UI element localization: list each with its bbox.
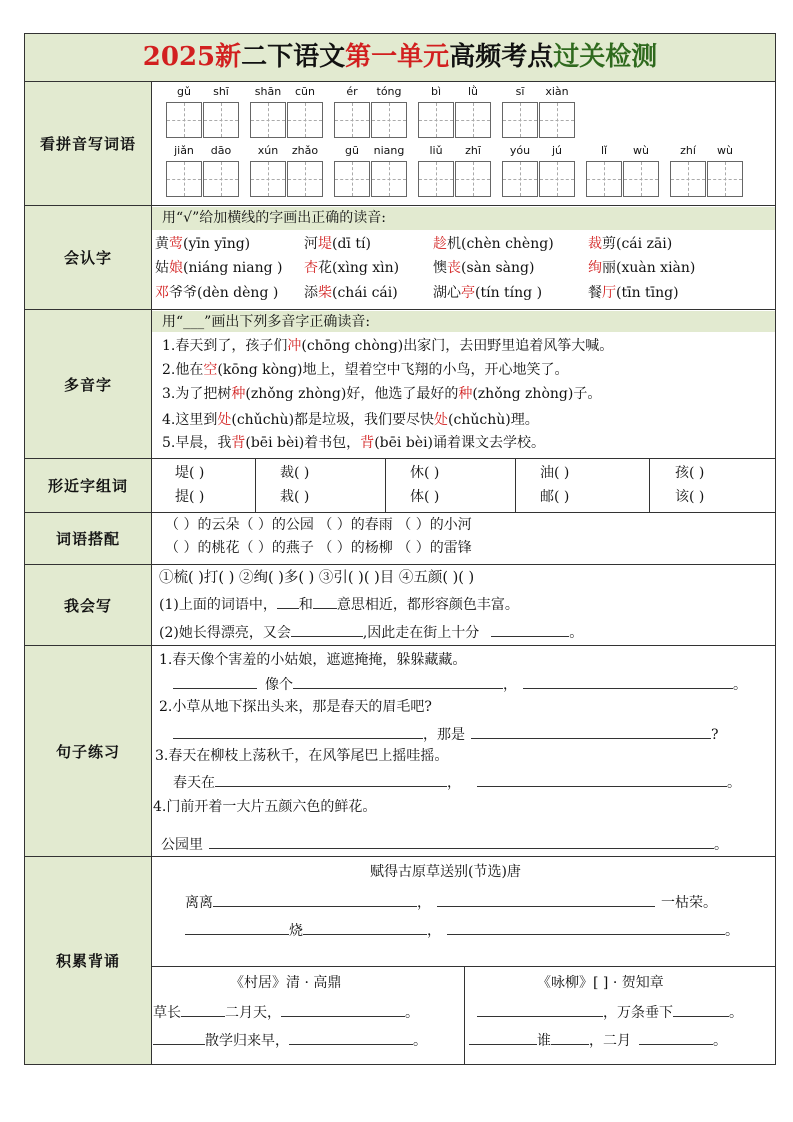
recognize-item: 餐厅(tīn tīng) <box>588 285 679 301</box>
similar-char-item: 休( ) <box>410 465 440 481</box>
sentence-a2: ，那是 ? <box>173 724 719 744</box>
writing-grid[interactable] <box>418 102 454 138</box>
write-line-3: (2)她长得漂亮，又会 ,因此走在街上十分 。 <box>159 622 583 642</box>
pinyin-syllable: zhǎo <box>291 144 319 157</box>
label-recognize: 会认字 <box>25 206 151 309</box>
writing-grid[interactable] <box>166 102 202 138</box>
poem-2-line-2: 散学归来早， 。 <box>153 1030 427 1050</box>
answer-blank[interactable] <box>281 1002 405 1017</box>
answer-blank[interactable] <box>173 674 257 689</box>
writing-grid[interactable] <box>623 161 659 197</box>
polyphone-line-1: 1.春天到了，孩子们冲(chōng chòng)出家门，去田野里追着风筝大喊。 <box>162 338 614 354</box>
pinyin-syllable: zhí <box>680 144 696 157</box>
poem-1-line-1: 离离 ， 一枯荣。 <box>185 892 717 912</box>
similar-char-item: 栽( ) <box>280 489 310 505</box>
collocation-row-1: （ ）的云朵（ ）的公园 （ ）的春雨 （ ）的小河 <box>165 517 472 533</box>
title-points: 高频考点 <box>449 42 554 72</box>
writing-grid[interactable] <box>334 161 370 197</box>
answer-blank[interactable] <box>291 622 363 637</box>
cell-divider <box>649 459 650 512</box>
writing-grid[interactable] <box>250 161 286 197</box>
label-collocation: 词语搭配 <box>25 513 151 564</box>
pinyin-syllable: lǜ <box>467 85 479 98</box>
polyphone-line-4: 4.这里到处(chǔchù)都是垃圾，我们要尽快处(chǔchù)理。 <box>162 412 539 428</box>
label-pinyin-words: 看拼音写词语 <box>25 82 151 205</box>
answer-blank[interactable] <box>173 724 423 739</box>
pinyin-syllable: xún <box>257 144 279 157</box>
polyphone-line-2: 2.他在空(kōng kòng)地上，望着空中飞翔的小鸟，开心地笑了。 <box>162 362 569 378</box>
pinyin-syllable: wù <box>717 144 733 157</box>
writing-grid[interactable] <box>287 161 323 197</box>
title-test: 过关检测 <box>553 42 658 72</box>
answer-blank[interactable] <box>639 1030 713 1045</box>
label-writing: 我会写 <box>25 565 151 645</box>
pinyin-syllable: gū <box>345 144 359 157</box>
answer-blank[interactable] <box>209 834 714 849</box>
worksheet <box>24 33 776 1065</box>
poem-3-title: 《咏柳》[ ] · 贺知章 <box>537 975 664 991</box>
answer-blank[interactable] <box>277 594 299 609</box>
recognize-instruction: 用“√”给加横线的字画出正确的读音: <box>162 210 386 226</box>
cell-divider <box>515 459 516 512</box>
pinyin-syllable: niang <box>373 144 405 157</box>
writing-grid[interactable] <box>539 161 575 197</box>
writing-grid[interactable] <box>502 161 538 197</box>
pinyin-syllable: yóu <box>509 144 531 157</box>
writing-grid[interactable] <box>670 161 706 197</box>
recognize-item: 姑娘(niáng niang ) <box>155 260 283 276</box>
sentence-a1: 像个 ， 。 <box>173 674 747 694</box>
writing-grid[interactable] <box>455 161 491 197</box>
similar-char-item: 孩( ) <box>675 465 705 481</box>
answer-blank[interactable] <box>491 622 569 637</box>
similar-char-item: 油( ) <box>540 465 570 481</box>
sentence-q1: 1.春天像个害羞的小姑娘，遮遮掩掩，躲躲藏藏。 <box>159 652 467 668</box>
writing-grid[interactable] <box>371 102 407 138</box>
recognize-item: 河堤(dī tí) <box>304 236 371 252</box>
sentence-a3: 春天在 ， 。 <box>173 772 741 792</box>
writing-grid[interactable] <box>586 161 622 197</box>
answer-blank[interactable] <box>437 892 655 907</box>
sentence-q4: 4.门前开着一大片五颜六色的鲜花。 <box>153 799 377 815</box>
recognize-item: 绚丽(xuàn xiàn) <box>588 260 696 276</box>
answer-blank[interactable] <box>477 772 727 787</box>
writing-grid[interactable] <box>203 161 239 197</box>
pinyin-syllable: liǔ <box>429 144 443 157</box>
answer-blank[interactable] <box>215 772 447 787</box>
writing-grid[interactable] <box>502 102 538 138</box>
answer-blank[interactable] <box>447 920 725 935</box>
answer-blank[interactable] <box>477 1002 603 1017</box>
pinyin-syllable: shān <box>254 85 282 98</box>
writing-grid[interactable] <box>334 102 370 138</box>
writing-grid[interactable] <box>539 102 575 138</box>
answer-blank[interactable] <box>185 920 289 935</box>
cell-divider <box>255 459 256 512</box>
recognize-item: 裁剪(cái zāi) <box>588 236 673 252</box>
pinyin-syllable: cūn <box>295 85 315 98</box>
answer-blank[interactable] <box>551 1030 589 1045</box>
title-year: 2025新 <box>142 42 242 72</box>
polyphone-line-3: 3.为了把树种(zhǒng zhòng)好，他选了最好的种(zhǒng zhòng)子。 <box>162 386 602 402</box>
cell-divider <box>464 966 465 1064</box>
cell-divider <box>385 459 386 512</box>
similar-char-item: 提( ) <box>175 489 205 505</box>
writing-grid[interactable] <box>250 102 286 138</box>
writing-grid[interactable] <box>166 161 202 197</box>
pinyin-syllable: xiàn <box>545 85 569 98</box>
recognize-item: 湖心亭(tín tíng ) <box>433 285 543 301</box>
polyphone-line-5: 5.早晨，我背(bēi bèi)着书包，背(bēi bèi)诵着课文去学校。 <box>162 435 546 451</box>
pinyin-syllable: zhī <box>465 144 481 157</box>
write-line-1: ①梳( )打( ) ②绚( )多( ) ③引( )( )目 ④五颜( )( ) <box>159 570 475 586</box>
poem-1-line-2: 烧 ， 。 <box>185 920 739 940</box>
poem-3-line-1: ，万条垂下 。 <box>477 1002 743 1022</box>
pinyin-syllable: jú <box>551 144 563 157</box>
recognize-item: 邓爷爷(dèn dèng ) <box>155 285 279 301</box>
recognize-item: 杏花(xìng xìn) <box>304 260 400 276</box>
label-polyphone: 多音字 <box>25 310 151 458</box>
label-sentence: 句子练习 <box>25 646 151 856</box>
answer-blank[interactable] <box>289 1030 413 1045</box>
poem-2-title: 《村居》清 · 高鼎 <box>230 975 342 991</box>
writing-grid[interactable] <box>371 161 407 197</box>
answer-blank[interactable] <box>293 674 503 689</box>
recognize-item: 添柴(chái cái) <box>304 285 398 301</box>
label-recite: 积累背诵 <box>25 857 151 1064</box>
pinyin-syllable: jiǎn <box>174 144 194 157</box>
title-unit: 第一单元 <box>345 42 450 72</box>
label-similar-chars: 形近字组词 <box>25 459 151 512</box>
answer-blank[interactable] <box>181 1002 225 1017</box>
pinyin-syllable: ér <box>346 85 358 98</box>
writing-grid[interactable] <box>707 161 743 197</box>
writing-grid[interactable] <box>203 102 239 138</box>
writing-grid[interactable] <box>418 161 454 197</box>
title-grade: 二下语文 <box>241 42 346 72</box>
poem-3-line-2: 谁 ，二月 。 <box>469 1030 727 1050</box>
page-title <box>25 34 775 82</box>
answer-blank[interactable] <box>303 920 427 935</box>
pinyin-syllable: tóng <box>376 85 402 98</box>
pinyin-syllable: shī <box>213 85 229 98</box>
pinyin-syllable: dāo <box>210 144 232 157</box>
similar-char-item: 邮( ) <box>540 489 570 505</box>
collocation-row-2: （ ）的桃花（ ）的燕子 （ ）的杨柳 （ ）的雷锋 <box>165 540 472 556</box>
write-line-2: (1)上面的词语中， 和 意思相近，都形容颜色丰富。 <box>159 594 519 614</box>
recognize-item: 趁机(chèn chèng) <box>433 236 554 252</box>
sentence-a4: 公园里 。 <box>161 834 728 854</box>
poem-1-title: 赋得古原草送别(节选)唐 <box>370 864 521 880</box>
answer-blank[interactable] <box>673 1002 729 1017</box>
answer-blank[interactable] <box>313 594 337 609</box>
writing-grid[interactable] <box>455 102 491 138</box>
poem-2-line-1: 草长 二月天， 。 <box>153 1002 419 1022</box>
writing-grid[interactable] <box>287 102 323 138</box>
pinyin-syllable: wù <box>633 144 649 157</box>
similar-char-item: 该( ) <box>675 489 705 505</box>
sentence-q3: 3.春天在柳枝上荡秋千，在风筝尾巴上摇哇摇。 <box>155 748 449 764</box>
recognize-item: 懊丧(sàn sàng) <box>433 260 535 276</box>
pinyin-syllable: bì <box>430 85 442 98</box>
similar-char-item: 裁( ) <box>280 465 310 481</box>
recognize-item: 黄莺(yīn yīng) <box>155 236 251 252</box>
answer-blank[interactable] <box>471 724 711 739</box>
answer-blank[interactable] <box>213 892 417 907</box>
similar-char-item: 堤( ) <box>175 465 205 481</box>
polyphone-instruction: 用“___”画出下列多音字正确读音: <box>162 314 371 330</box>
sentence-q2: 2.小草从地下探出头来，那是春天的眉毛吧? <box>159 699 432 715</box>
pinyin-syllable: lǐ <box>600 144 608 157</box>
answer-blank[interactable] <box>523 674 733 689</box>
pinyin-syllable: gǔ <box>177 85 191 98</box>
similar-char-item: 体( ) <box>410 489 440 505</box>
answer-blank[interactable] <box>469 1030 537 1045</box>
answer-blank[interactable] <box>153 1030 205 1045</box>
pinyin-syllable: sī <box>515 85 525 98</box>
